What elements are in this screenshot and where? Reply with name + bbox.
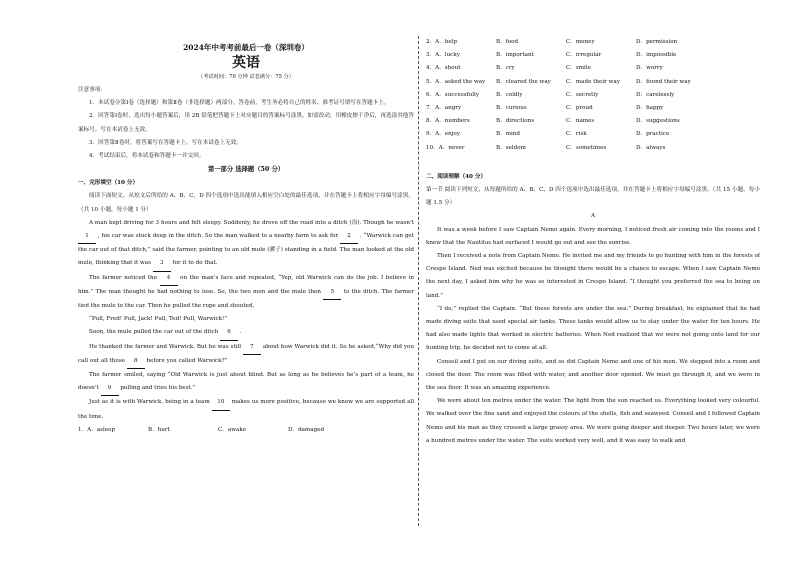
note-item: 1．本试卷分第Ⅰ卷（选择题）和第Ⅱ卷（非选择题）两部分。答卷前，考生务必将自己的姓名、准考证号填写在答题卡上。 [89,100,390,107]
option-c: C．proud [566,104,593,111]
section2-instructions: 第一节 阅读下列短文，从每题所给的 A、B、C、D 四个选项中选出最佳选项，并在答题卡上将相应字母编号涂黑。（共 15 小题，每小题 1.5 分） [426,186,760,207]
option-b: B．hurt [148,426,170,433]
option-a: 7．A．angry [426,104,462,111]
blank-8: 8 [127,355,145,369]
option-b: B．directions [496,118,535,125]
cloze-paragraph: Soon, the mule pulled the car out of the ditch 6 . [78,326,414,340]
option-a: 8．A．numbers [426,118,470,125]
cloze-paragraph: He thanked the farmer and Warwick. But he was still 7 about how Warwick did it. So he asked,“Why did you call out all those 8 before you called Warwick?” [78,341,414,369]
blank-3: 3 [153,257,171,271]
cloze-paragraph: Just as it is with Warwick, being in a team 10 makes us more positive, because we know we are supported all the time. [78,396,414,423]
cloze-paragraph: The farmer noticed the 4 on the man’s face and repeated, “Yep, old Warwick can do the job. I believe in him.” The man thought he had nothing to lose. So, the two men and the mule then 5 to the ditch. The farmer tied the mule to the car. Then he pulled the rope and shouted, [78,272,414,314]
passage-paragraph: Then I received a note from Captain Nemo. He invited me and my friends to go hunting with him in the forests of Crespo Island. Ned was excited because he thought there would be a chance to escape. When I saw Captain Nemo the next day, I asked him why he was so interested in Crespo Island. “I thought you preferred the sea to being on land.” [426,252,760,299]
option-d: D．happy [636,104,664,111]
section2-heading: 二、阅读理解（40 分） [426,173,487,180]
option-row [426,62,760,75]
blank-1: 1 [78,230,96,244]
option-c: C．awake [218,426,247,433]
exam-meta: （考试时间：70 分钟 试卷满分：75 分） [198,74,294,80]
option-b: B．cry [496,65,515,72]
column-divider [418,36,419,526]
option-a: 6．A．successfully [426,91,479,98]
option-row [426,89,760,102]
option-row [426,128,760,141]
option-d: D．practice [636,131,670,138]
cloze-paragraph: The farmer smiled, saying “Old Warwick is just about blind. But as long as he believes he’s part of a team, he doesn’t 9 pulling and tries his best.” [78,369,414,396]
cloze-paragraph: A man kept driving for 3 hours and felt sleepy. Suddenly, he drove off the road into a ditch (沟). Though he wasn’t 1 , his car was stuck deep in the ditch. So the man walked to a nearby farm to ask for 2 . “Warwick can get the car out of that ditch,” said the farmer, pointing to an old mule (骡子) standing in a field. The man looked at the old mule, thinking that it was 3 for it to do that. [78,217,414,272]
option-b: B．cleared the way [496,78,551,85]
option-row [426,142,760,155]
left-column [78,36,414,437]
option-d: D．worry [636,65,663,72]
option-row [78,424,414,437]
blank-5: 5 [323,286,341,300]
option-row [426,49,760,62]
option-b: B．important [496,52,534,59]
exam-title: 2024年中考考前最后一卷（深圳卷） [183,43,309,52]
option-a: 2．A．help [426,39,458,45]
option-a: 9．A．enjoy [426,131,460,138]
blank-7: 7 [243,341,261,355]
option-b: B．food [496,39,519,45]
option-b: B．seldom [496,144,526,151]
option-c: C．sometimes [566,144,607,151]
subject-title: 英语 [232,55,260,71]
passage-paragraph: It was a week before I saw Captain Nemo again. Every morning, I noticed fresh air coming into the rooms and I knew that the Nautilus had surfaced I would go out and see the sunrise. [426,226,760,246]
option-row [426,76,760,89]
passage-paragraph: We were about ten metres under the water. The light from the sun reached us. Everything looked very colourful. We walked over the fine sand and enjoyed the colours of the shells, fish and seaweed. Conseil and I followed Captain Nemo and his man as they crossed a large grassy area. We were going deeper and deeper. Two hours later, we were a hundred metres under the water. The suits worked very well, and it was easy to walk and [426,398,760,444]
cloze-paragraph: “Pull, Fred! Pull, Jack! Pull, Ted! Pull, Warwick!” [89,316,228,323]
blank-2: 2 [340,230,358,244]
option-a: 4．A．shout [426,65,461,72]
option-b: B．mind [496,131,520,138]
option-c: C．secretly [566,91,599,98]
option-d: D．impossible [636,52,677,59]
blank-9: 9 [101,382,119,396]
notes-heading: 注意事项： [78,87,106,93]
option-a: 5．A．asked the way [426,78,486,85]
option-c: C．names [566,118,595,125]
option-c: C．made their way [566,78,620,85]
option-c: C．money [566,39,595,45]
section1-heading: 一、完形填空（10 分） [78,180,139,187]
option-d: D．damaged [288,426,325,433]
blank-10: 10 [212,396,230,410]
option-a: 3．A．lucky [426,52,460,59]
option-d: D．permission [636,39,678,45]
option-d: D．carelessly [636,91,675,98]
option-c: C．irregular [566,52,602,59]
blank-6: 6 [220,326,238,340]
right-column [426,36,760,448]
passage-paragraph: “I do,” replied the Captain. “But these forests are under the sea.” During breakfast, he explained that he had made diving suits that used special air tanks. These tanks would allow us to stay under the water for ten hours. He had also made lights that worked in electric batteries. When Ned realized that we were not going onto land for our hunting trip, he decided not to come at all. [426,305,760,352]
option-a: 10．A．never [426,144,465,151]
option-d: D．always [636,144,666,151]
part1-title: 第一部分 选择题（50 分） [207,166,285,174]
option-b: B．coldly [496,91,523,98]
option-row [426,115,760,128]
option-c: C．smile [566,65,591,72]
passage-paragraph: Conseil and I put on our diving suits, and so did Captain Nemo and one of his men. We stepped into a room and closed the door. The room was filled with water, and another door opened. We must go through it, and we were in the sea floor. It was an amazing experience. [426,358,760,391]
passage-label: A [590,213,596,220]
option-c: C．risk [566,131,587,138]
option-d: D．found their way [636,78,691,85]
option-row [426,36,760,49]
note-item: 3．回答第Ⅱ卷时，将答案写在答题卡上。写在本试卷上无效。 [89,139,242,146]
option-d: D．suggestions [636,118,680,125]
blank-4: 4 [160,272,178,286]
note-item: 2．回答第Ⅰ卷时，选出每小题答案后，用 2B 铅笔把答题卡上对应题目的答案标号涂黑。如需改动，用橡皮擦干净后，再选涂其他答案标号。写在本试卷上无效。 [78,113,414,133]
option-b: B．curious [496,104,527,111]
option-a: 1．A．asleep [78,426,115,433]
section1-instructions: 阅读下面短文，从短文后所给的 A、B、C、D 四个选项中选出能填入相应空白处的最佳选项，并在答题卡上将相应字母编号涂黑。（共 10 小题，每小题 1 分） [78,193,414,213]
option-row [426,102,760,115]
note-item: 4．考试结束后，将本试卷和答题卡一并交回。 [89,153,205,160]
